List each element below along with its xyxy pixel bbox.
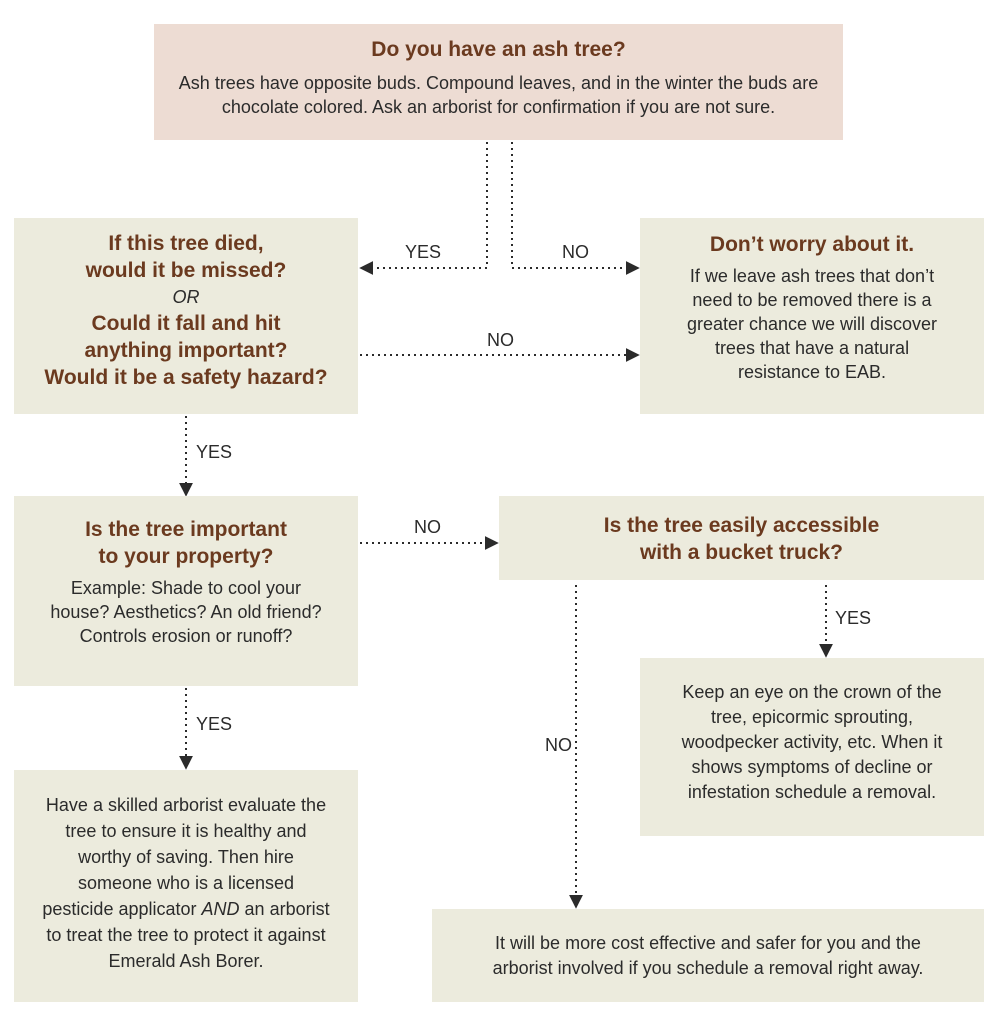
question-bucket-truck bbox=[499, 496, 984, 580]
question-important-line1: Is the tree important bbox=[85, 518, 287, 541]
label-yes-arborist: YES bbox=[196, 714, 233, 734]
question-tree-important bbox=[14, 496, 358, 686]
question-bucket-line1: Is the tree easily accessible bbox=[603, 514, 880, 537]
arborist-text-b: an arborist to treat the tree to protect it against Emerald Ash Borer. bbox=[46, 899, 330, 971]
label-no-missed-dont-worry: NO bbox=[487, 330, 514, 350]
answer-dont-worry bbox=[640, 218, 984, 414]
answer-schedule-removal-body: It will be more cost effective and safer for you and the arborist involved if you schedule a removal right away. bbox=[492, 933, 924, 978]
question-missed-line5: Would it be a safety hazard? bbox=[44, 366, 328, 389]
answer-dont-worry-title: Don’t worry about it. bbox=[709, 233, 915, 256]
label-yes-keep-eye: YES bbox=[835, 608, 872, 628]
question-ash-tree-body: Ash trees have opposite buds. Compound leaves, and in the winter the buds are chocolate colored. Ask an arborist for confirmation if you are not sure. bbox=[178, 73, 819, 117]
question-missed-line1: If this tree died, bbox=[108, 232, 264, 255]
question-missed-or: OR bbox=[172, 287, 200, 307]
answer-keep-eye-body: Keep an eye on the crown of the tree, epicormic sprouting, woodpecker activity, etc. When it shows symptoms of decline or infestation schedule a removal. bbox=[681, 682, 943, 802]
answer-keep-eye bbox=[640, 658, 984, 836]
arborist-text-and: AND bbox=[201, 899, 240, 919]
label-yes-important: YES bbox=[196, 442, 233, 462]
question-missed-line2: would it be missed? bbox=[85, 259, 287, 282]
label-yes-missed: YES bbox=[405, 242, 442, 262]
arborist-text-a: Have a skilled arborist evaluate the tree to ensure it is healthy and worthy of saving. Then hire someone who is a licensed pesticide applicator bbox=[42, 795, 327, 919]
question-would-be-missed bbox=[14, 218, 358, 414]
label-no-accessible: NO bbox=[414, 517, 441, 537]
question-ash-tree-title: Do you have an ash tree? bbox=[371, 38, 626, 61]
question-missed-line3: Could it fall and hit bbox=[91, 312, 281, 335]
question-ash-tree bbox=[154, 24, 843, 140]
answer-dont-worry-body: If we leave ash trees that don’t need to be removed there is a greater chance we will discover trees that have a natural resistance to EAB. bbox=[686, 266, 938, 382]
question-bucket-line2: with a bucket truck? bbox=[639, 541, 844, 564]
label-no-dont-worry: NO bbox=[562, 242, 589, 262]
question-important-line2: to your property? bbox=[98, 545, 274, 568]
label-no-removal: NO bbox=[545, 735, 572, 755]
answer-schedule-removal bbox=[432, 909, 984, 1002]
question-missed-line4: anything important? bbox=[84, 339, 288, 362]
answer-hire-arborist-body bbox=[40, 792, 332, 974]
question-important-body: Example: Shade to cool your house? Aesthetics? An old friend? Controls erosion or runoff? bbox=[50, 578, 322, 646]
answer-hire-arborist bbox=[14, 770, 358, 1002]
